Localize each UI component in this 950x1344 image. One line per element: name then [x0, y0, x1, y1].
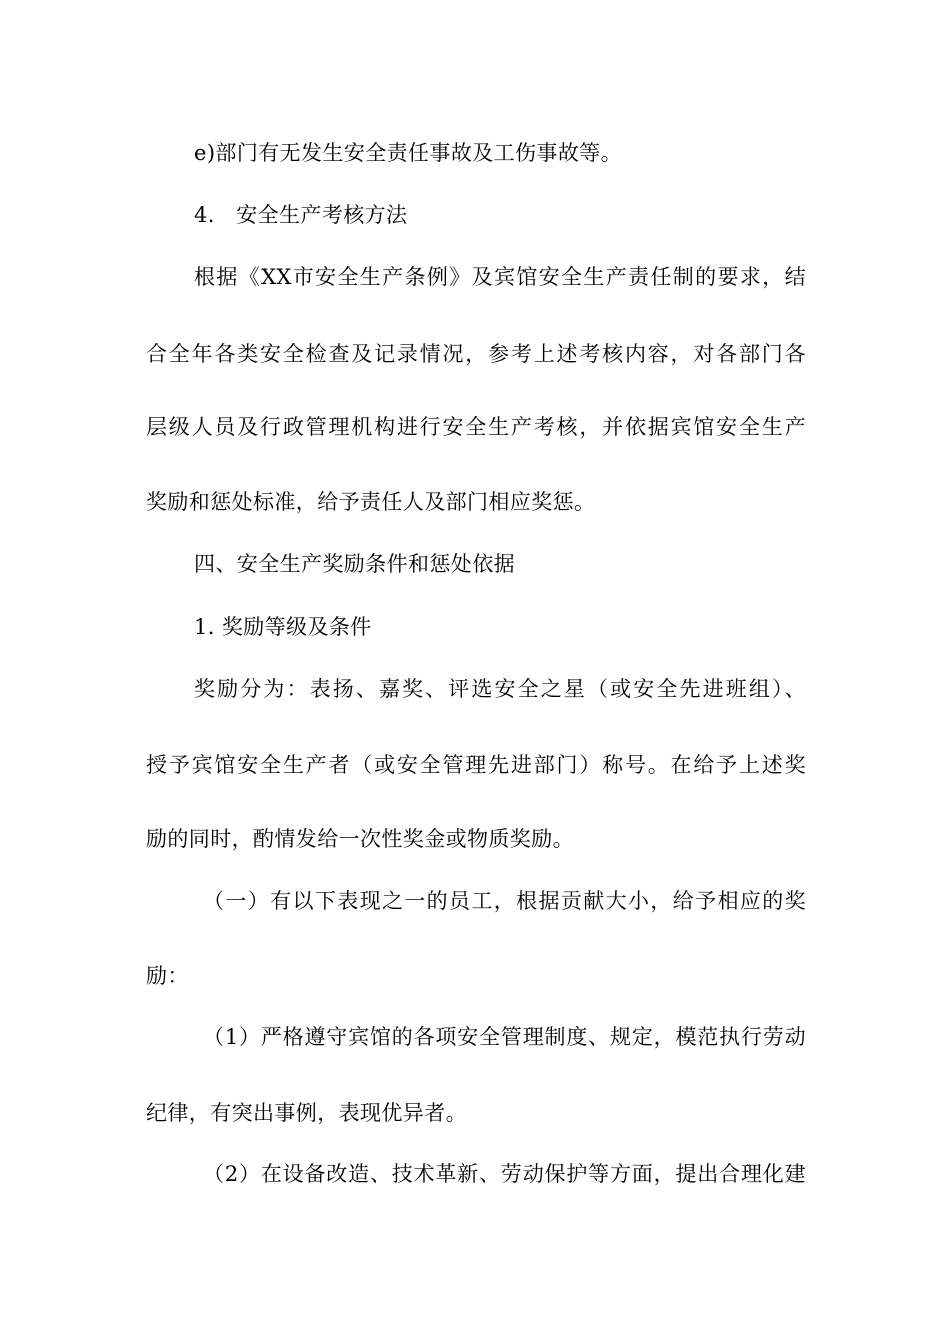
paragraph-line: 层级人员及行政管理机构进行安全生产考核，并依据宾馆安全生产: [146, 415, 806, 439]
paragraph-line: 根据《XX市安全生产条例》及宾馆安全生产责任制的要求，结: [194, 265, 806, 289]
section-heading: 1. 奖励等级及条件: [194, 615, 372, 639]
paragraph-line: 奖励分为：表扬、嘉奖、评选安全之星（或安全先进班组）、: [194, 677, 806, 701]
paragraph-line: 纪律，有突出事例，表现优异者。: [146, 1101, 467, 1125]
paragraph-line: （1）严格遵守宾馆的各项安全管理制度、规定，模范执行劳动: [203, 1025, 806, 1049]
paragraph-line: 励的同时，酌情发给一次性奖金或物质奖励。: [146, 827, 574, 851]
paragraph-line: 奖励和惩处标准，给予责任人及部门相应奖惩。: [146, 490, 596, 514]
paragraph-line: 励：: [146, 964, 189, 988]
paragraph-line: （一）有以下表现之一的员工，根据贡献大小，给予相应的奖: [203, 889, 806, 913]
section-heading: 四、安全生产奖励条件和惩处依据: [194, 552, 515, 576]
section-heading: 4. 安全生产考核方法: [194, 203, 408, 227]
paragraph-line: 合全年各类安全检查及记录情况，参考上述考核内容，对各部门各: [146, 342, 806, 366]
paragraph-line: e)部门有无发生安全责任事故及工伤事故等。: [194, 141, 623, 165]
paragraph-line: 授予宾馆安全生产者（或安全管理先进部门）称号。在给予上述奖: [146, 753, 806, 777]
paragraph-line: （2）在设备改造、技术革新、劳动保护等方面，提出合理化建: [203, 1162, 806, 1186]
